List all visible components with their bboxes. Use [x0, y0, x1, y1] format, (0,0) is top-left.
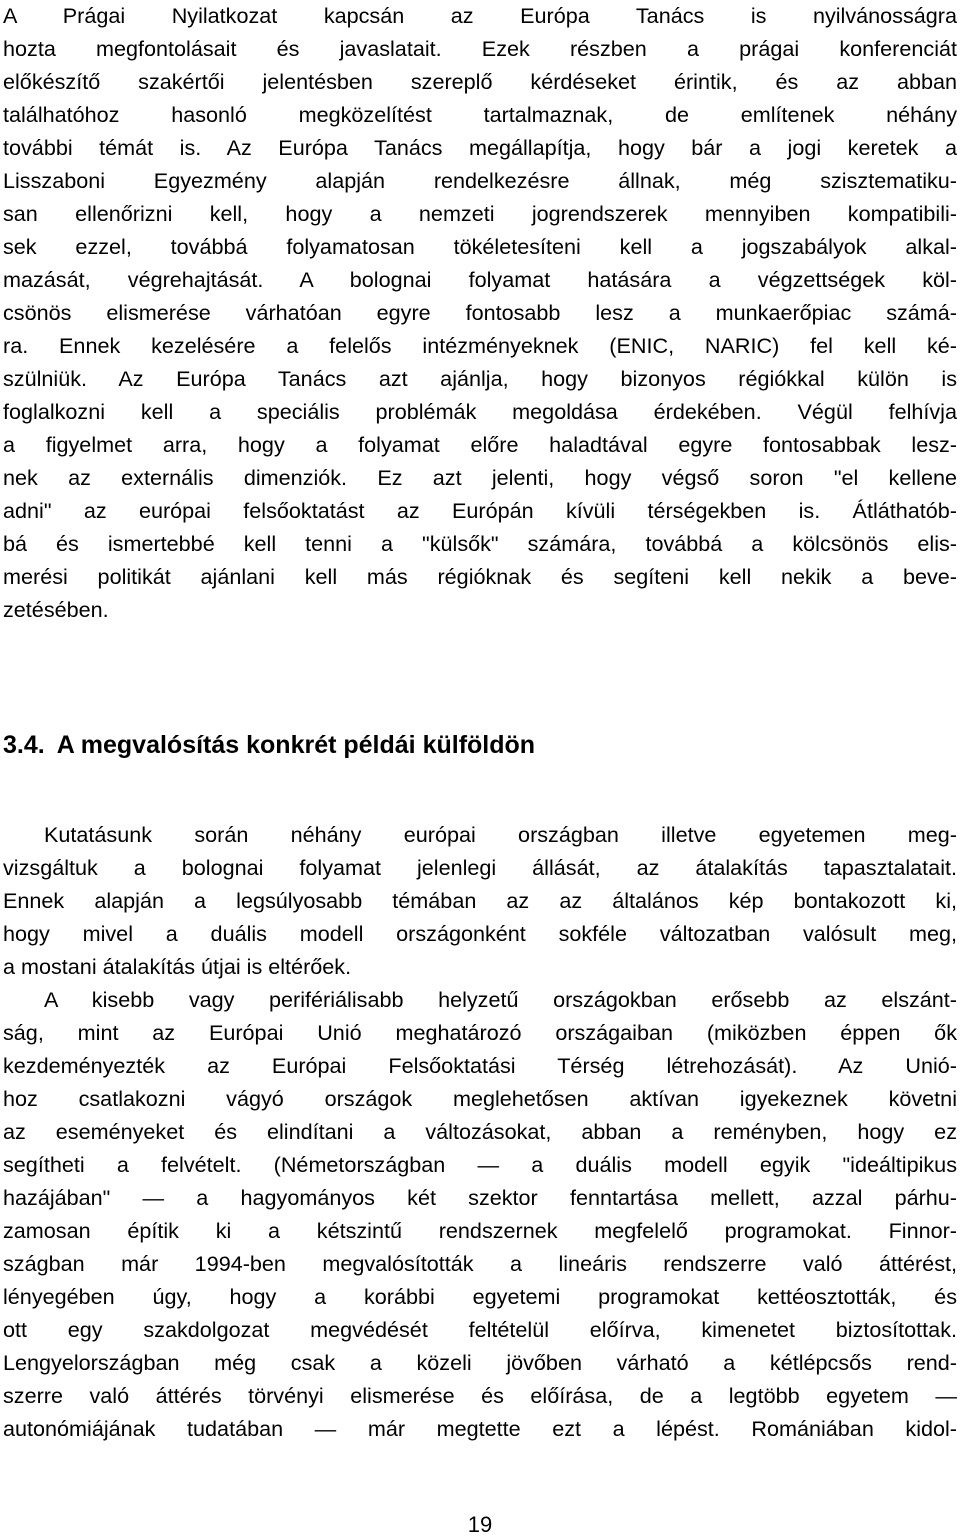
text-line: Ennek alapján a legsúlyosabb témában az az általános kép bontakozott ki, [3, 888, 957, 913]
text-line: A kisebb vagy perifériálisabb helyzetű országokban erősebb az elszánt- [44, 987, 957, 1012]
text-line: kezdeményezték az Európai Felsőoktatási Térség létrehozását). Az Unió- [3, 1053, 957, 1078]
text-line: adni" az európai felsőoktatást az Európán kívüli térségekben is. Átláthatób- [3, 498, 957, 523]
text-line: találhatóhoz hasonló megközelítést tartalmaznak, de említenek néhány [3, 102, 957, 127]
text-line: sek ezzel, továbbá folyamatosan tökéletesíteni kell a jogszabályok alkal- [3, 234, 957, 259]
text-line: csönös elismerése várhatóan egyre fontosabb lesz a munkaerőpiac számá- [3, 300, 957, 325]
text-line: zamosan építik ki a kétszintű rendszernek megfelelő programokat. Finnor- [3, 1218, 957, 1243]
text-line: előkészítő szakértői jelentésben szereplő kérdéseket érintik, és az abban [3, 69, 957, 94]
paragraph-prague-declaration [3, 0, 957, 626]
section-number: 3.4. [3, 731, 45, 759]
paragraph-research-intro [3, 818, 957, 983]
text-line: szülniük. Az Európa Tanács azt ajánlja, hogy bizonyos régiókkal külön is [3, 366, 957, 391]
text-line: segítheti a felvételt. (Németországban — a duális modell egyik "ideáltipikus [3, 1152, 957, 1177]
text-line: ra. Ennek kezelésére a felelős intézményeknek (ENIC, NARIC) fel kell ké- [3, 333, 957, 358]
text-line: vizsgáltuk a bolognai folyamat jelenlegi állását, az átalakítás tapasztalatait. [3, 855, 957, 880]
text-line: autonómiájának tudatában — már megtette ezt a lépést. Romániában kidol- [3, 1416, 957, 1441]
text-line: Lisszaboni Egyezmény alapján rendelkezésre állnak, még szisztematiku- [3, 168, 957, 193]
text-line: Lengyelországban még csak a közeli jövőben várható a kétlépcsős rend- [3, 1350, 957, 1375]
text-line: hogy mivel a duális modell országonként sokféle változatban valósult meg, [3, 921, 957, 946]
text-line: san ellenőrizni kell, hogy a nemzeti jogrendszerek mennyiben kompatibili- [3, 201, 957, 226]
text-line: merési politikát ajánlani kell más régióknak és segíteni kell nekik a beve- [3, 564, 957, 589]
text-line: a mostani átalakítás útjai is eltérőek. [3, 954, 352, 979]
section-title: A megvalósítás konkrét példái külföldön [56, 731, 536, 759]
text-line: a figyelmet arra, hogy a folyamat előre haladtával egyre fontosabbak lesz- [3, 432, 957, 457]
text-line: szerre való áttérés törvényi elismerése és előírása, de a legtöbb egyetem — [3, 1383, 957, 1408]
text-line: A Prágai Nyilatkozat kapcsán az Európa Tanács is nyilvánosságra [3, 3, 957, 28]
spacer [3, 765, 957, 818]
section-heading [3, 725, 957, 765]
text-line: további témát is. Az Európa Tanács megállapítja, hogy bár a jogi keretek a [3, 135, 957, 160]
text-line: mazását, végrehajtását. A bolognai folyamat hatására a végzettségek köl- [3, 267, 957, 292]
text-line: hozta megfontolásait és javaslatait. Ezek részben a prágai konferenciát [3, 36, 957, 61]
text-line: hazájában" — a hagyományos két szektor fenntartása mellett, azzal párhu- [3, 1185, 957, 1210]
paragraph-peripheral-countries [3, 983, 957, 1445]
text-line: nek az externális dimenziók. Ez azt jelenti, hogy végső soron "el kellene [3, 465, 957, 490]
spacer [3, 626, 957, 725]
text-line: lényegében úgy, hogy a korábbi egyetemi programokat kettéosztották, és [3, 1284, 957, 1309]
text-line: ott egy szakdolgozat megvédését feltételül előírva, kimenetet biztosítottak. [3, 1317, 957, 1342]
text-line: hoz csatlakozni vágyó országok meglehetősen aktívan igyekeznek követni [3, 1086, 957, 1111]
text-line: szágban már 1994-ben megvalósították a lineáris rendszerre való áttérést, [3, 1251, 957, 1276]
text-line: zetésében. [3, 597, 109, 622]
text-line: az eseményeket és elindítani a változásokat, abban a reményben, hogy ez [3, 1119, 957, 1144]
text-line: Kutatásunk során néhány európai országban illetve egyetemen meg- [44, 822, 957, 847]
text-line: ság, mint az Európai Unió meghatározó országaiban (miközben éppen ők [3, 1020, 957, 1045]
text-line: foglalkozni kell a speciális problémák megoldása érdekében. Végül felhívja [3, 399, 957, 424]
text-line: bá és ismertebbé kell tenni a "külsők" számára, továbbá a kölcsönös elis- [3, 531, 957, 556]
page-number: 19 [467, 1512, 493, 1537]
document-page [3, 0, 957, 1445]
